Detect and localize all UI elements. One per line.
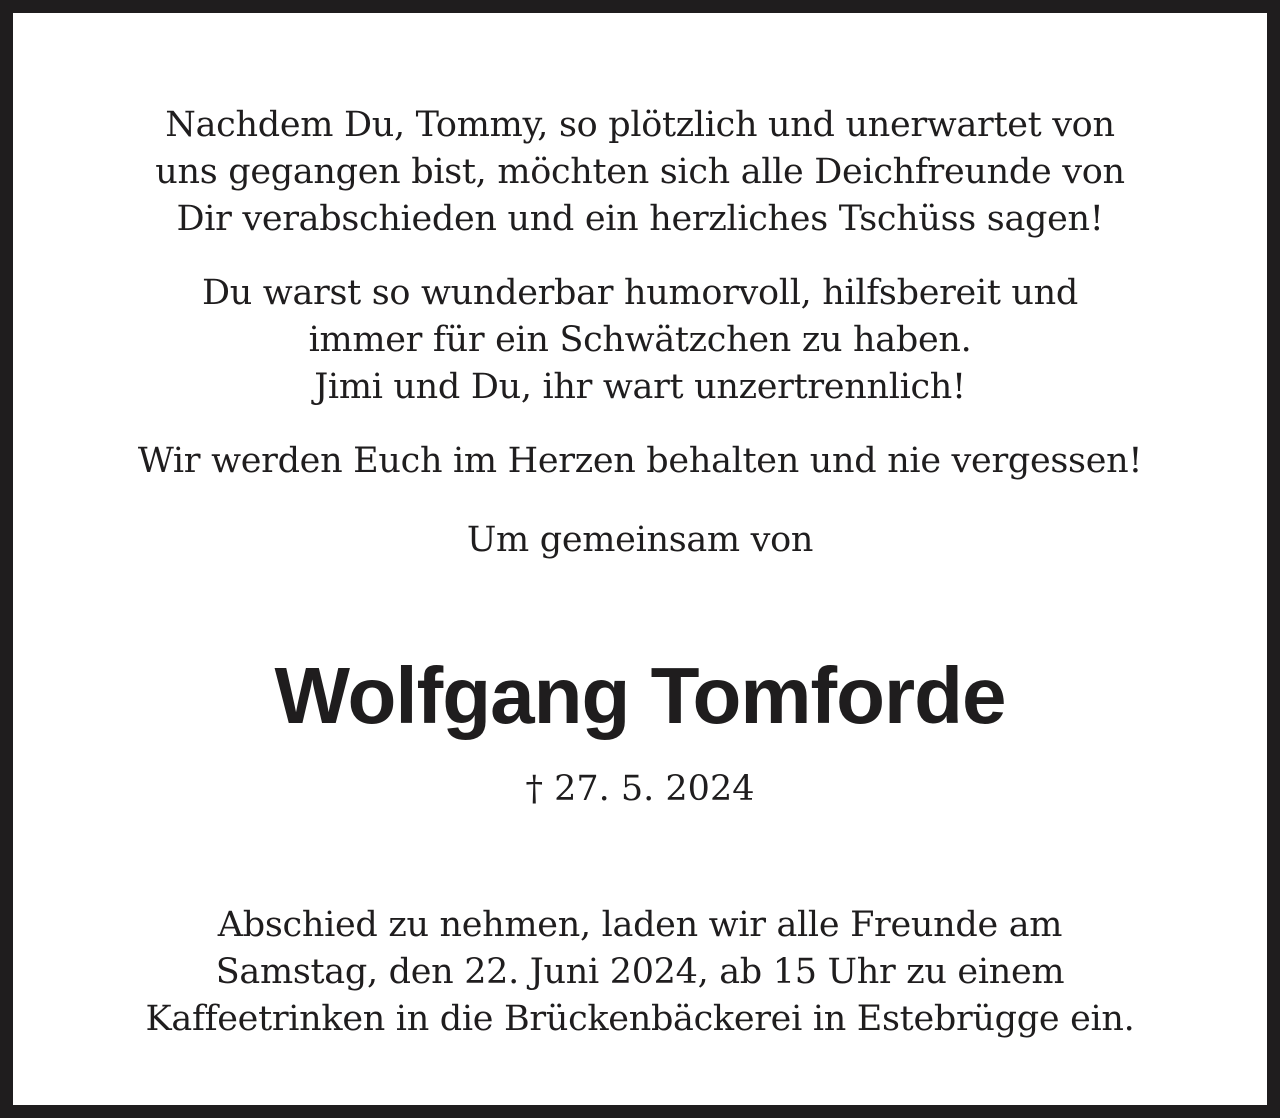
intro-line: Nachdem Du, Tommy, so plötzlich und unerwartet von [165, 105, 1115, 145]
intro-line: uns gegangen bist, möchten sich alle Deichfreunde von [155, 152, 1125, 192]
invitation-line: Kaffeetrinken in die Brückenbäckerei in Estebrügge ein. [145, 999, 1135, 1039]
invitation-line: Samstag, den 22. Juni 2024, ab 15 Uhr zu einem [215, 952, 1065, 992]
remembrance-text: Wir werden Euch im Herzen behalten und nie vergessen! [137, 441, 1143, 481]
invitation-paragraph [26, 902, 1254, 1043]
invitation-line: Abschied zu nehmen, laden wir alle Freunde am [217, 905, 1063, 945]
tribute-paragraph [26, 270, 1254, 411]
death-date: † 27. 5. 2024 [525, 769, 755, 809]
intro-line: Dir verabschieden und ein herzliches Tschüss sagen! [176, 199, 1104, 239]
deceased-name: Wolfgang Tomforde [274, 651, 1006, 740]
notice-content [26, 26, 1254, 1092]
lead-in-line [26, 517, 1254, 564]
tribute-line: immer für ein Schwätzchen zu haben. [308, 320, 972, 360]
remembrance-line [26, 438, 1254, 485]
intro-paragraph [26, 102, 1254, 243]
tribute-line: Du warst so wunderbar humorvoll, hilfsbereit und [201, 273, 1079, 313]
lead-in-text: Um gemeinsam von [466, 520, 814, 560]
tribute-line: Jimi und Du, ihr wart unzertrennlich! [314, 367, 966, 407]
